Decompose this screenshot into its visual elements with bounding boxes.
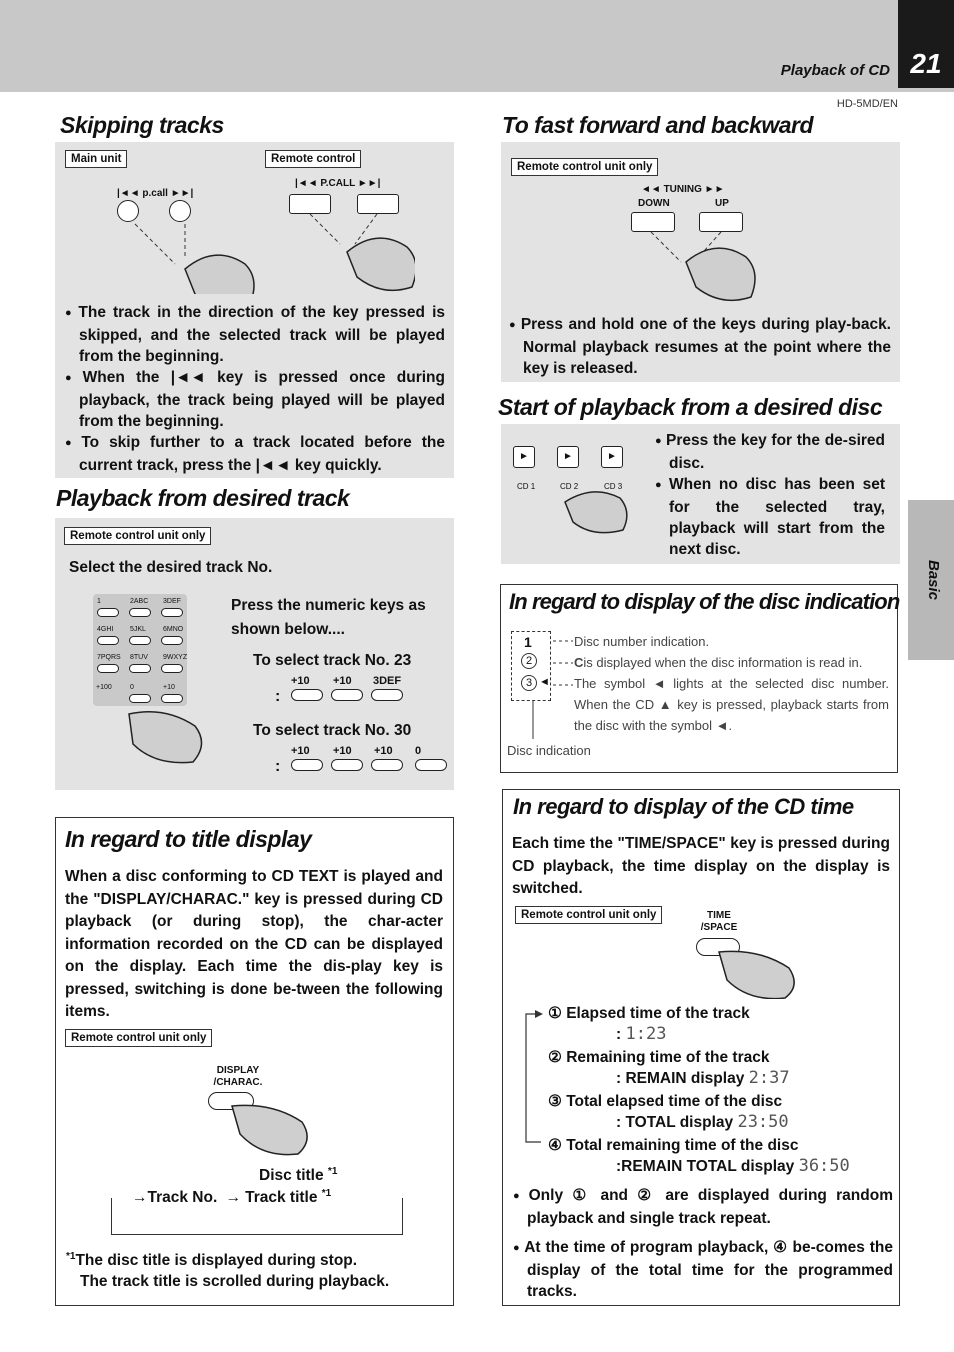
key-1[interactable] [97,608,119,617]
main-unit-tag: Main unit [65,150,127,168]
key-plus10-label: +10 [163,684,175,691]
item-mode: : REMAIN display [616,1070,745,1087]
item-time-value: 23:50 [737,1112,789,1132]
disc-indication-panel [500,584,898,773]
track-no-label: Track No. [147,1189,218,1207]
item-number: ① [548,1005,562,1022]
desired-disc-panel [501,424,900,564]
ffwd-bullets [509,314,891,379]
desired-disc-bullet: ● When no disc has been set for the selected tray, playback will start from the next disc. [655,474,885,560]
cycle-bracket [521,1008,551,1148]
footnote-mark: *1 [66,1251,76,1262]
example-30-label: To select track No. 30 [253,722,412,739]
time-mode-1 [548,1003,850,1024]
ex30-key2-label: +10 [333,745,352,757]
flow-arrow-icon: → [132,1189,148,1207]
ex23-key1-label: +10 [291,675,310,687]
time-mode-4 [548,1135,850,1156]
pressing-hand-icon [224,1098,314,1158]
key-plus10[interactable] [161,694,183,703]
pressing-hand-icon [115,214,415,294]
tuning-label: ◄◄ TUNING ►► [641,184,725,195]
item-number: ③ [548,1093,562,1110]
key-5-label: 5JKL [130,626,146,633]
leader-lines [531,635,576,745]
title-display-title: In regard to title display [65,826,312,852]
disc-reading-icon: C [574,655,584,670]
cd-time-body: Each time the "TIME/SPACE" key is pressed during CD playback, the time display on the display is switched. [512,835,890,897]
skipping-bullet: ● To skip further to a track located before the current track, press the |◄◄ key quickly. [65,432,445,476]
item-number: ④ [548,1137,562,1154]
disc-indication-text [574,631,889,736]
key-7[interactable] [97,664,119,673]
cd-time-bullet: ● At the time of program playback, ④ be-comes the display of the total time for the programmed tracks. [513,1237,893,1302]
numeric-keypad [93,594,187,706]
key-6[interactable] [161,636,183,645]
cycle-loop-line [111,1198,403,1235]
model-number: HD-5MD/EN [836,98,898,110]
key-plus100-label: +100 [96,684,112,691]
title-display-panel [55,817,454,1306]
ex23-key3-label: 3DEF [373,675,402,687]
page-number: 21 [898,0,954,88]
item-mode: : [616,1026,622,1043]
disc-symbol-text: The symbol ◄ lights at the selected disc number. When the CD ▲ key is pressed, playback starts from the disc with the symbol ◄. [574,676,889,733]
ex30-key3[interactable] [371,759,403,771]
ex30-key4-label: 0 [415,745,422,757]
skipping-panel [55,142,454,478]
desired-disc-bullet: ● Press the key for the de-sired disc. [655,430,885,474]
pressing-hand-icon [641,232,801,302]
flow-arrow-icon: → [225,1189,242,1207]
remote-key-label: |◄◄ P.CALL ►►| [295,178,381,189]
up-label: UP [715,198,729,209]
key-3-label: 3DEF [163,598,181,605]
track-title-footnote-ref: *1 [321,1188,332,1199]
desired-disc-bullets [655,430,885,560]
title-footnotes [66,1246,389,1292]
item-number: ② [548,1049,562,1066]
key-5[interactable] [129,636,151,645]
cd3-label: CD 3 [604,482,623,491]
cd2-label: CD 2 [560,482,579,491]
tuning-down-button[interactable] [631,212,675,232]
key-0[interactable] [129,694,151,703]
ex23-key2[interactable] [331,689,363,701]
key-4-label: 4GHI [97,626,114,633]
remote-control-tag: Remote control [265,150,361,168]
ex23-key2-label: +10 [333,675,352,687]
title-display-tag: Remote control unit only [65,1029,212,1047]
ffwd-bullet: ● Press and hold one of the keys during play-back. Normal playback resumes at the point where the key is released. [509,314,891,379]
time-mode-3 [548,1091,850,1112]
disc-num-3: 3 [521,675,537,691]
track-title-label: Track title [245,1189,318,1207]
footnote-1: The disc title is displayed during stop. [75,1252,358,1270]
ex30-key1[interactable] [291,759,323,771]
cd-time-bullet: ● Only ① and ② are displayed during random playback and single track repeat. [513,1185,893,1229]
cd-time-panel [502,789,900,1306]
side-tab-label: Basic [925,560,942,601]
disc-title-row [259,1166,337,1185]
disc-num-1: 1 [524,634,532,650]
cd-time-bullets [513,1185,893,1302]
item-time-value: 2:37 [748,1068,790,1088]
time-mode-3-display [548,1112,850,1133]
key-2-label: 2ABC [130,598,149,605]
ex30-key3-label: +10 [374,745,393,757]
key-7-label: 7PQRS [97,654,121,661]
ex23-key1[interactable] [291,689,323,701]
time-mode-4-display [548,1156,850,1177]
key-9-label: 9WXYZ [163,654,188,661]
cd2-play-button[interactable]: ► [557,446,579,468]
pressing-hand-icon [711,944,801,999]
tuning-up-button[interactable] [699,212,743,232]
cd1-play-button[interactable]: ► [513,446,535,468]
desired-disc-title: Start of playback from a desired disc [498,394,883,420]
cd3-play-button[interactable]: ► [601,446,623,468]
ffwd-tag: Remote control unit only [511,158,658,176]
skipping-title: Skipping tracks [60,112,224,138]
disc-read-text-row [574,652,889,673]
pressing-hand-icon [551,486,641,536]
press-keys-text: Press the numeric keys as shown below.... [231,597,426,638]
footnote-2: The track title is scrolled during playback. [80,1273,390,1291]
key-6-label: 6MNO [163,626,184,633]
desired-track-title: Playback from desired track [56,485,350,511]
disc-indication-title: In regard to display of the disc indication [509,589,900,614]
disc-read-text: is displayed when the disc information is read in. [583,655,863,670]
title-display-body: When a disc conforming to CD TEXT is played and the "DISPLAY/CHARAC." key is pressed during CD playback (or during stop), the char-acter information recorded on the CD can be displayed on the display. Each time the dis-play key is pressed, switching is done be-tween the following items. [65,868,443,1020]
skipping-bullet: ● When the |◄◄ key is pressed once during playback, the track being played will be played from the beginning. [65,367,445,432]
selected-arrow-icon: ◄ [539,676,550,688]
time-modes-list [548,1003,850,1177]
item-label: Total remaining time of the disc [566,1137,799,1154]
remote-prev-button[interactable] [289,194,331,214]
key-8[interactable] [129,664,151,673]
pressing-hand-icon [115,704,215,764]
key-9[interactable] [161,664,183,673]
cd1-label: CD 1 [517,482,536,491]
ex30-key1-label: +10 [291,745,310,757]
time-mode-2 [548,1047,850,1068]
disc-title-label: Disc title [259,1167,324,1185]
skipping-bullets [65,302,445,476]
cd-time-tag: Remote control unit only [515,906,662,924]
key-2[interactable] [129,608,151,617]
desired-track-panel [55,518,454,790]
item-label: Total elapsed time of the disc [566,1093,783,1110]
disc-number-indication-text: Disc number indication. [574,634,710,649]
display-charac-label: DISPLAY /CHARAC. [213,1065,263,1088]
key-8-label: 8TUV [130,654,148,661]
disc-indication-caption: Disc indication [507,743,591,758]
side-tab [908,500,954,660]
disc-num-2: 2 [521,653,537,669]
key-3[interactable] [161,608,183,617]
item-mode: :REMAIN TOTAL display [616,1158,795,1175]
time-mode-1-display [548,1024,850,1045]
item-time-value: 1:23 [625,1024,667,1044]
ex30-key4[interactable] [415,759,447,771]
section-label: Playback of CD [780,62,890,79]
select-instruction: Select the desired track No. [69,559,273,576]
item-mode: : TOTAL display [616,1114,734,1131]
key-0-label: 0 [130,684,134,691]
footnote-1-row [66,1246,389,1271]
ffwd-panel [501,142,900,382]
key-1-label: 1 [97,598,101,605]
cd-time-title: In regard to display of the CD time [513,794,854,819]
ex23-key3[interactable] [371,689,403,701]
skipping-bullet: ● The track in the direction of the key pressed is skipped, and the selected track will be played from the beginning. [65,302,445,367]
key-4[interactable] [97,636,119,645]
item-label: Remaining time of the track [566,1049,770,1066]
ex30-key2[interactable] [331,759,363,771]
item-time-value: 36:50 [798,1156,850,1176]
time-mode-2-display [548,1068,850,1089]
ffwd-title: To fast forward and backward [502,112,814,138]
main-unit-key-label: |◄◄ p.call ►►| [117,188,194,199]
desired-track-tag: Remote control unit only [64,527,211,545]
example-23-label: To select track No. 23 [253,652,412,669]
disc-title-footnote-ref: *1 [327,1166,338,1177]
ex23-colon: : [275,688,281,705]
time-space-label: TIME /SPACE [700,910,738,933]
ex30-colon: : [275,758,281,775]
remote-next-button[interactable] [357,194,399,214]
down-label: DOWN [638,198,670,209]
item-label: Elapsed time of the track [566,1005,750,1022]
